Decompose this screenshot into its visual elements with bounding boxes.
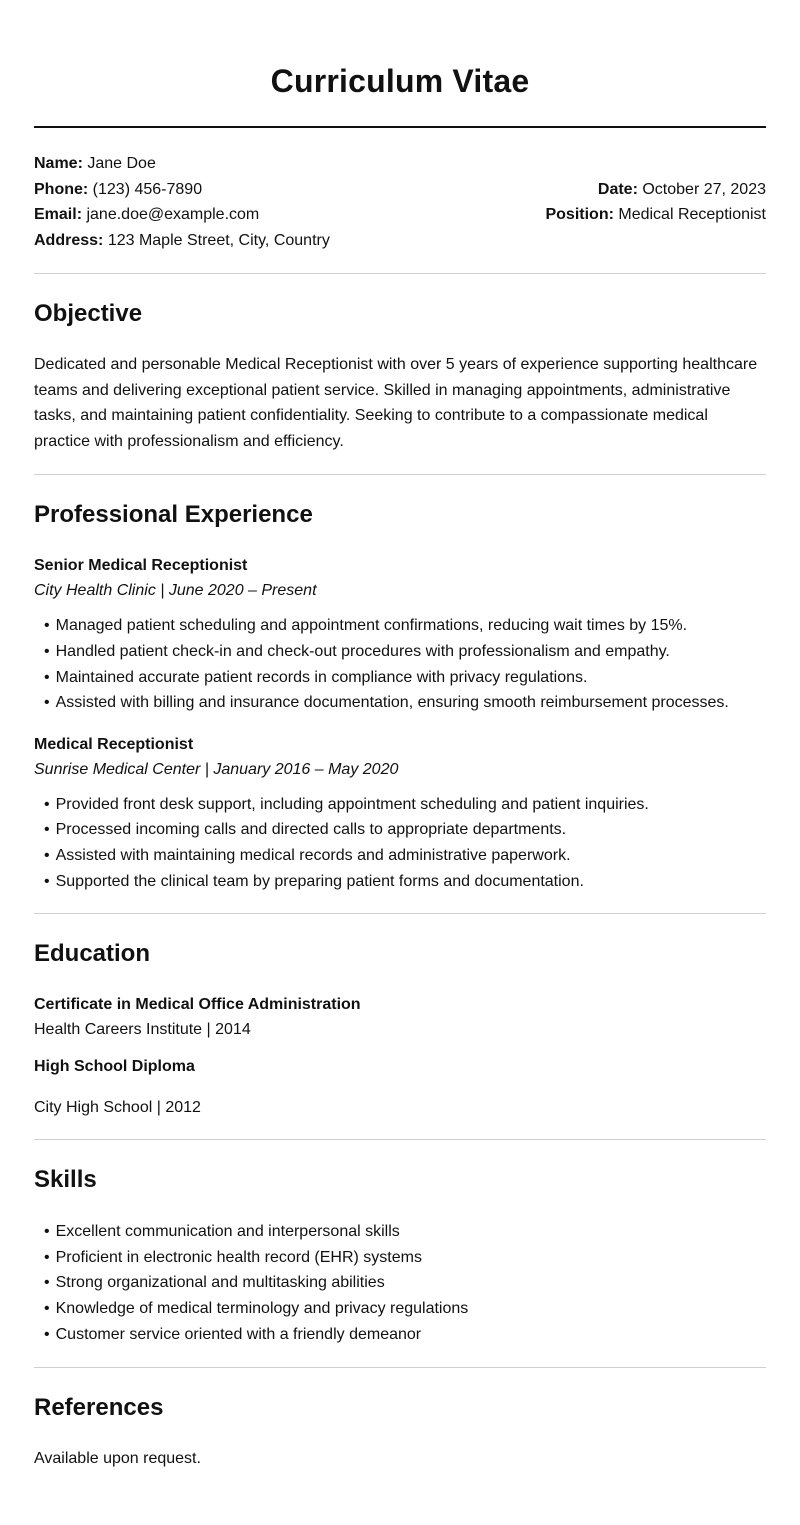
list-item: • Assisted with maintaining medical records and administrative paperwork. [34, 843, 766, 869]
date-label: Date: [597, 180, 638, 198]
education-section [34, 939, 766, 1120]
address-value: 123 Maple Street, City, Country [107, 231, 330, 249]
education-title: High School Diploma [34, 1058, 195, 1076]
contact-block [34, 151, 766, 253]
list-item: • Processed incoming calls and directed calls to appropriate departments. [34, 817, 766, 843]
list-item: • Provided front desk support, including appointment scheduling and patient inquiries. [34, 792, 766, 818]
contact-position-line [545, 202, 766, 228]
objective-heading: Objective [34, 300, 143, 327]
section-divider [34, 474, 766, 475]
position-label: Position: [545, 206, 614, 223]
position-value: Medical Receptionist [618, 206, 766, 223]
date-value: October 27, 2023 [642, 180, 766, 198]
list-item: • Strong organizational and multitasking abilities [34, 1270, 766, 1296]
list-item: • Assisted with billing and insurance documentation, ensuring smooth reimbursement processes. [34, 690, 766, 716]
job-title: Medical Receptionist [34, 735, 194, 753]
skills-section [34, 1165, 766, 1347]
references-section [34, 1393, 766, 1472]
education-entry [34, 1054, 766, 1120]
objective-text: Dedicated and personable Medical Receptionist with over 5 years of experience supporting healthcare teams and delivering exceptional patient service. Skilled in managing appointments, administrative tasks, and maintaining patient confidentiality. Seeking to contribute to a compassionate medical practice with professionalism and efficiency. [34, 356, 758, 450]
references-heading: References [34, 1394, 164, 1422]
email-value: jane.doe@example.com [86, 206, 260, 223]
list-item: • Maintained accurate patient records in compliance with privacy regulations. [34, 665, 766, 691]
job-meta: Sunrise Medical Center | January 2016 – May 2020 [34, 760, 399, 778]
contact-date-line [545, 177, 766, 203]
experience-heading: Professional Experience [34, 501, 313, 529]
name-label: Name: [34, 155, 83, 172]
experience-section [34, 500, 766, 894]
list-item: • Customer service oriented with a friendly demeanor [34, 1322, 766, 1348]
job-meta: City Health Clinic | June 2020 – Present [34, 582, 317, 600]
section-divider [34, 1139, 766, 1140]
section-divider [34, 913, 766, 914]
education-entry [34, 992, 766, 1042]
contact-address-line [34, 228, 330, 254]
contact-left [34, 151, 330, 253]
education-meta: Health Careers Institute | 2014 [34, 1021, 251, 1039]
job-title: Senior Medical Receptionist [34, 557, 248, 575]
list-item: • Knowledge of medical terminology and privacy regulations [34, 1296, 766, 1322]
list-item: • Managed patient scheduling and appointment confirmations, reducing wait times by 15%. [34, 613, 766, 639]
job-bullets [34, 792, 766, 894]
references-text: Available upon request. [34, 1450, 201, 1468]
objective-section [34, 299, 766, 454]
education-title: Certificate in Medical Office Administration [34, 996, 361, 1014]
address-label: Address: [34, 231, 104, 249]
list-item: • Excellent communication and interpersonal skills [34, 1219, 766, 1245]
education-heading: Education [34, 940, 151, 968]
document-title: Curriculum Vitae [270, 63, 530, 99]
phone-label: Phone: [34, 180, 89, 198]
email-label: Email: [34, 206, 83, 223]
skills-heading: Skills [34, 1166, 97, 1194]
name-value: Jane Doe [87, 155, 156, 172]
title-divider [34, 126, 766, 128]
skills-list [34, 1219, 766, 1347]
list-item: • Proficient in electronic health record (EHR) systems [34, 1245, 766, 1271]
job-entry [34, 553, 766, 715]
phone-value: (123) 456-7890 [92, 180, 203, 198]
contact-email-line [34, 202, 330, 228]
contact-name-line [34, 151, 330, 177]
list-item: • Supported the clinical team by preparing patient forms and documentation. [34, 869, 766, 895]
list-item: • Handled patient check-in and check-out procedures with professionalism and empathy. [34, 639, 766, 665]
contact-phone-line [34, 177, 330, 203]
job-bullets [34, 613, 766, 715]
section-divider [34, 1367, 766, 1368]
contact-right [545, 151, 766, 253]
education-meta: City High School | 2012 [34, 1099, 201, 1117]
job-entry [34, 732, 766, 894]
section-divider [34, 273, 766, 274]
